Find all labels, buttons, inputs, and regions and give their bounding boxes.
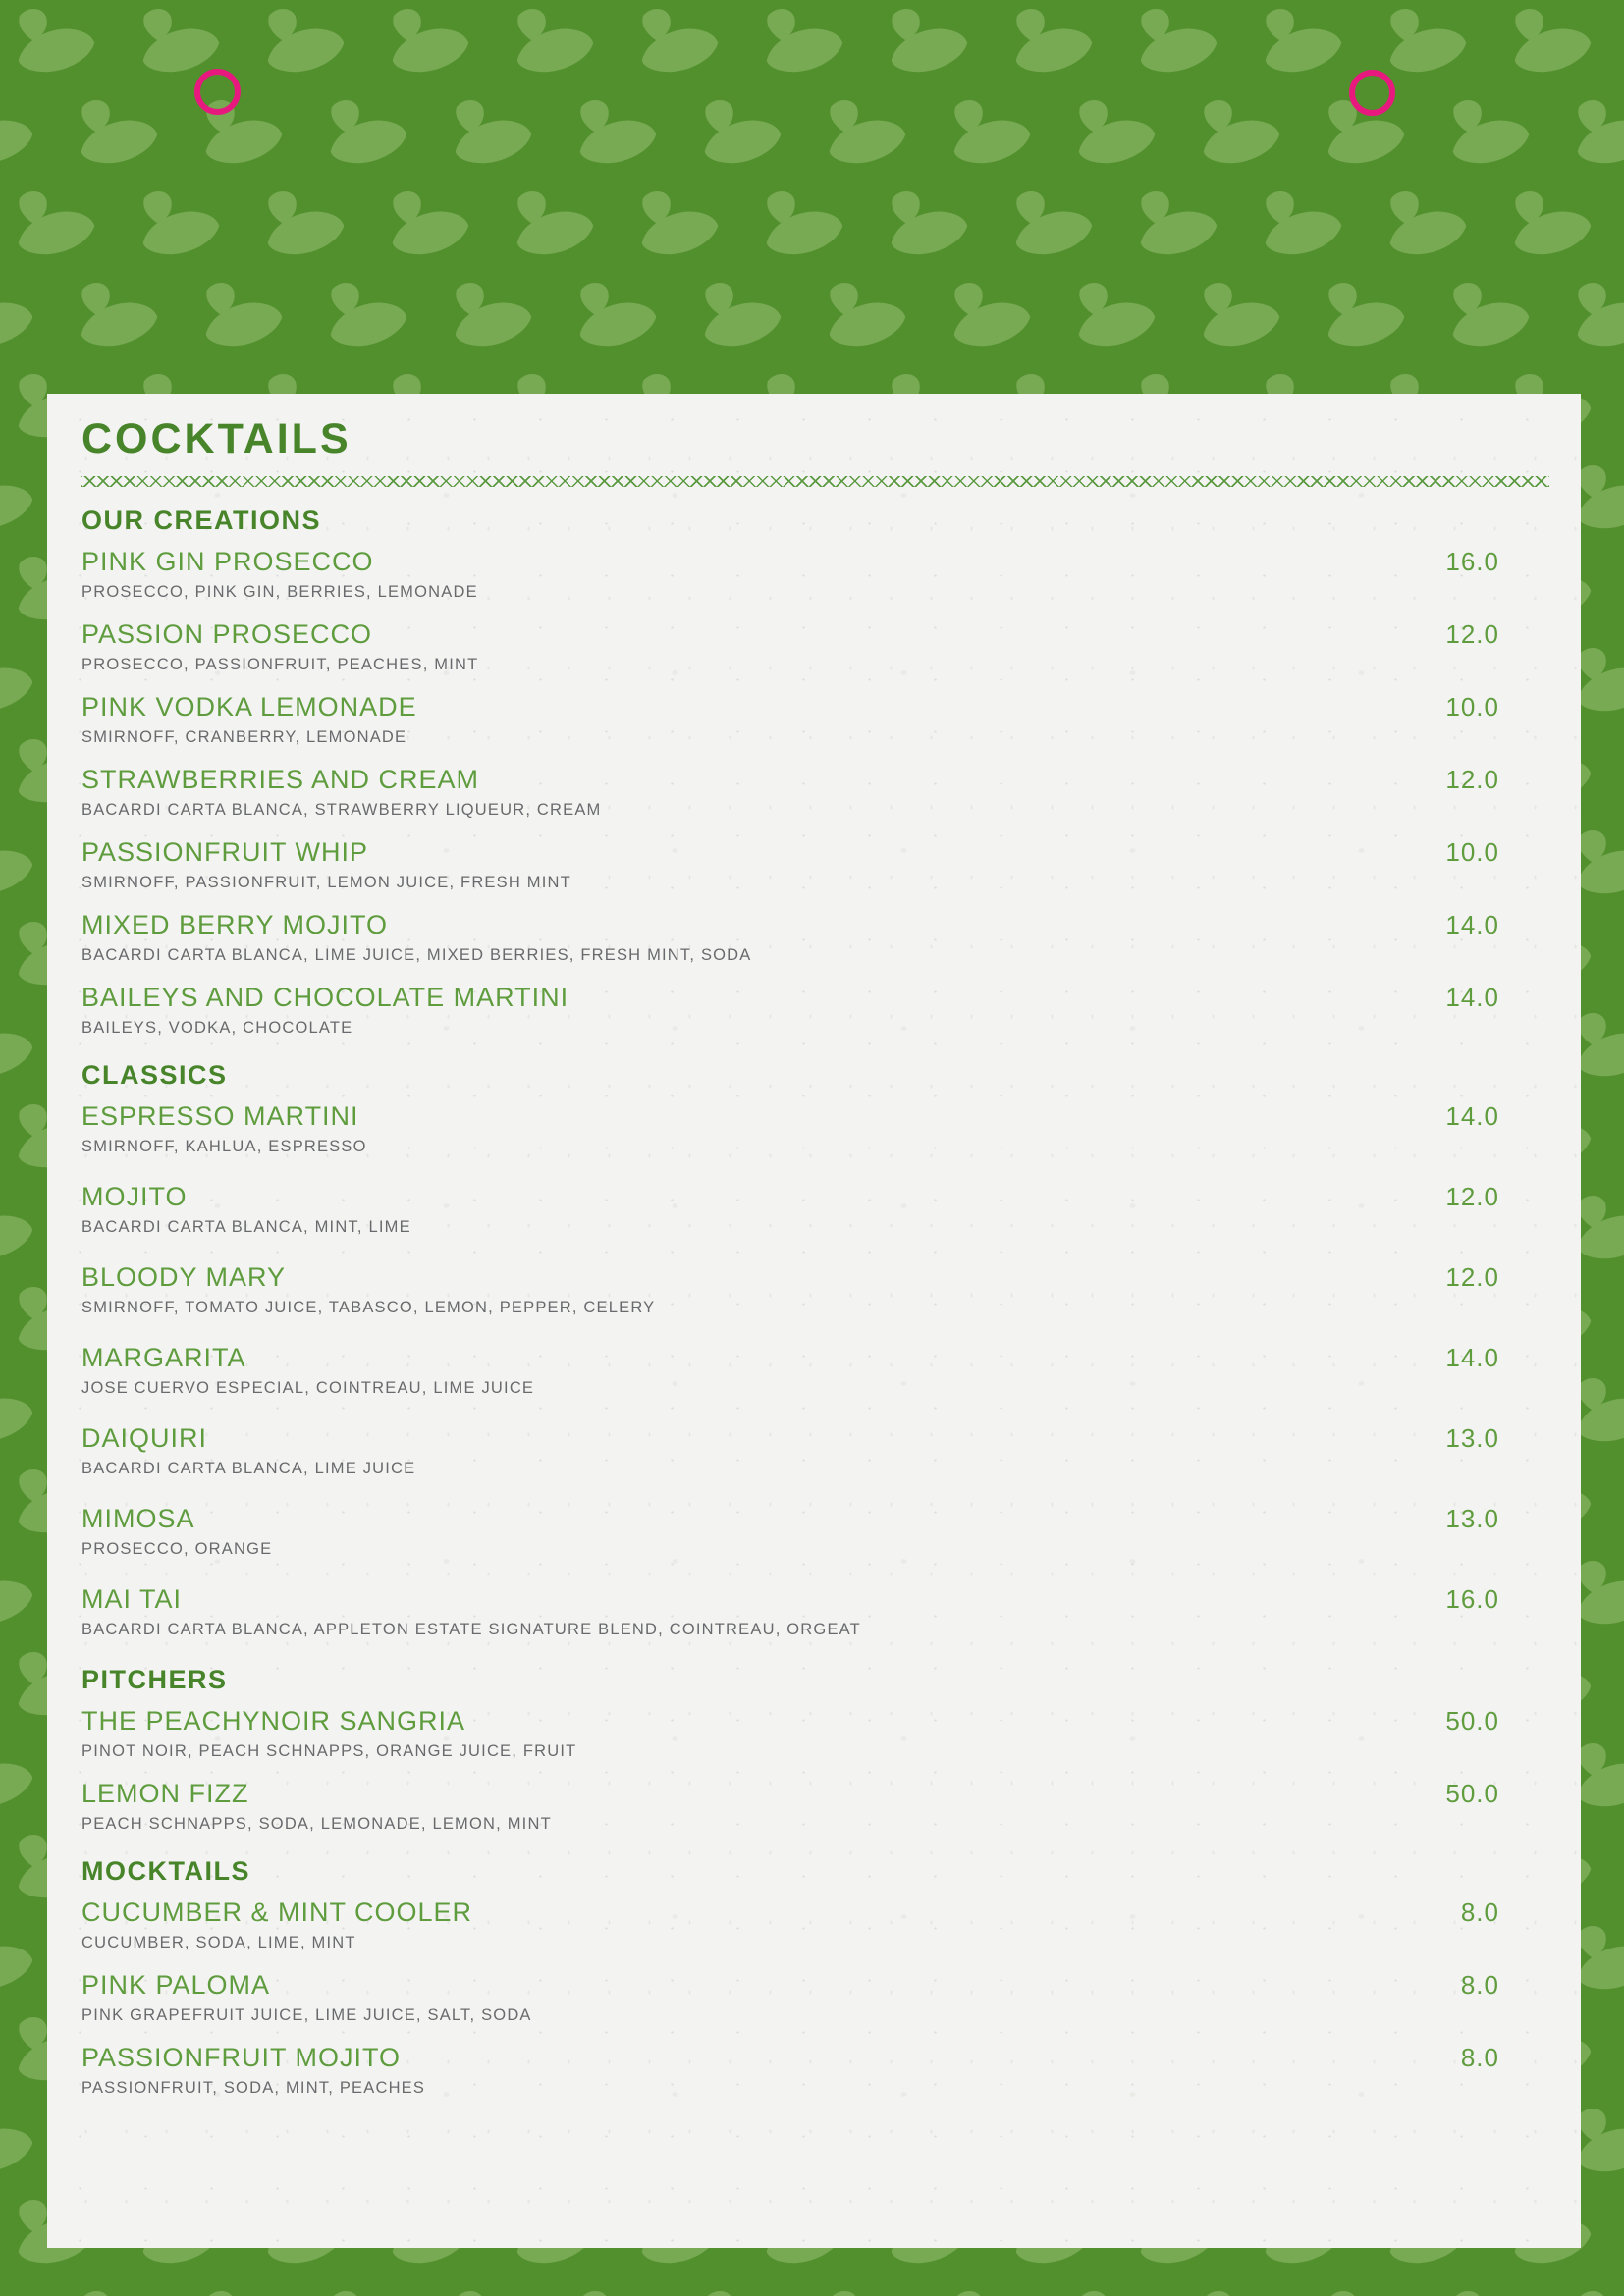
- menu-item-row: [81, 984, 1499, 1038]
- item-ingredients: BACARDI CARTA BLANCA, STRAWBERRY LIQUEUR, CREAM: [81, 801, 602, 819]
- menu-item-text: [81, 1424, 415, 1478]
- menu-item-text: [81, 1263, 655, 1317]
- item-name: PINK VODKA LEMONADE: [81, 692, 417, 721]
- item-ingredients: BACARDI CARTA BLANCA, MINT, LIME: [81, 1218, 411, 1236]
- menu-item-text: [81, 693, 417, 747]
- item-name: PINK GIN PROSECCO: [81, 547, 374, 576]
- item-name: DAIQUIRI: [81, 1423, 208, 1453]
- item-ingredients: SMIRNOFF, PASSIONFRUIT, LEMON JUICE, FRESH MINT: [81, 874, 571, 891]
- menu-item-row: [81, 1183, 1499, 1237]
- item-price: 14.0: [1445, 983, 1499, 1012]
- item-price: 50.0: [1445, 1779, 1499, 1808]
- item-name: THE PEACHYNOIR SANGRIA: [81, 1706, 466, 1735]
- item-price: 14.0: [1445, 910, 1499, 939]
- menu-item-text: [81, 1344, 534, 1398]
- item-name: BAILEYS AND CHOCOLATE MARTINI: [81, 983, 569, 1012]
- item-ingredients: BACARDI CARTA BLANCA, LIME JUICE, MIXED BERRIES, FRESH MINT, SODA: [81, 946, 752, 964]
- menu-item-text: [81, 1183, 411, 1237]
- item-ingredients: JOSE CUERVO ESPECIAL, COINTREAU, LIME JUICE: [81, 1379, 535, 1397]
- section-title: PITCHERS: [81, 1665, 228, 1694]
- menu-item-text: [81, 1585, 861, 1639]
- menu-item-text: [81, 1707, 576, 1761]
- item-price: 14.0: [1445, 1101, 1499, 1131]
- item-name: STRAWBERRIES AND CREAM: [81, 765, 480, 794]
- menu-item-row: [81, 1102, 1499, 1156]
- menu-item-row: [81, 1971, 1499, 2025]
- menu-item-text: [81, 1780, 552, 1834]
- menu-item-row: [81, 548, 1499, 602]
- diamond-chain-divider: [81, 476, 1549, 487]
- item-price: 10.0: [1445, 837, 1499, 867]
- item-price: 13.0: [1445, 1504, 1499, 1533]
- menu-item-text: [81, 2044, 425, 2098]
- section-items: [81, 1898, 1499, 2098]
- section-items: [81, 1707, 1499, 1834]
- menu-item-row: [81, 1424, 1499, 1478]
- section-items: [81, 548, 1499, 1038]
- item-name: MOJITO: [81, 1182, 188, 1211]
- item-price: 8.0: [1460, 1970, 1499, 2000]
- item-ingredients: PASSIONFRUIT, SODA, MINT, PEACHES: [81, 2079, 426, 2097]
- punch-hole-ring-left-icon: [194, 69, 241, 115]
- item-name: BLOODY MARY: [81, 1262, 287, 1292]
- punch-hole-ring-right-icon: [1349, 70, 1395, 116]
- menu-item-text: [81, 620, 478, 674]
- item-price: 12.0: [1445, 1182, 1499, 1211]
- menu-item-row: [81, 911, 1499, 965]
- item-name: MAI TAI: [81, 1584, 183, 1614]
- menu-item-row: [81, 1505, 1499, 1559]
- item-price: 16.0: [1445, 547, 1499, 576]
- section-title: MOCKTAILS: [81, 1856, 250, 1886]
- menu-item-row: [81, 1898, 1499, 1952]
- item-ingredients: SMIRNOFF, TOMATO JUICE, TABASCO, LEMON, PEPPER, CELERY: [81, 1299, 656, 1316]
- item-price: 8.0: [1460, 2043, 1499, 2072]
- item-ingredients: PROSECCO, PINK GIN, BERRIES, LEMONADE: [81, 583, 478, 601]
- menu-item-text: [81, 1102, 367, 1156]
- item-price: 16.0: [1445, 1584, 1499, 1614]
- page-title: COCKTAILS: [81, 415, 352, 462]
- item-price: 50.0: [1445, 1706, 1499, 1735]
- item-ingredients: PEACH SCHNAPPS, SODA, LEMONADE, LEMON, MINT: [81, 1815, 552, 1833]
- item-ingredients: BACARDI CARTA BLANCA, LIME JUICE: [81, 1460, 416, 1477]
- menu-item-text: [81, 1505, 272, 1559]
- menu-item-row: [81, 693, 1499, 747]
- item-ingredients: PINOT NOIR, PEACH SCHNAPPS, ORANGE JUICE, FRUIT: [81, 1742, 577, 1760]
- menu-item-text: [81, 984, 568, 1038]
- item-name: MIMOSA: [81, 1504, 195, 1533]
- menu-section: [81, 1061, 1499, 1639]
- item-ingredients: CUCUMBER, SODA, LIME, MINT: [81, 1934, 356, 1951]
- menu-item-row: [81, 1585, 1499, 1639]
- menu-item-text: [81, 838, 571, 892]
- item-ingredients: BAILEYS, VODKA, CHOCOLATE: [81, 1019, 353, 1037]
- item-name: PASSIONFRUIT MOJITO: [81, 2043, 402, 2072]
- menu-item-row: [81, 838, 1499, 892]
- menu-card: [47, 394, 1581, 2248]
- item-price: 12.0: [1445, 765, 1499, 794]
- section-items: [81, 1102, 1499, 1639]
- item-ingredients: SMIRNOFF, CRANBERRY, LEMONADE: [81, 728, 407, 746]
- menu-item-text: [81, 911, 752, 965]
- menu-section: [81, 1857, 1499, 2098]
- menu-sections: [81, 507, 1499, 2098]
- item-name: PINK PALOMA: [81, 1970, 271, 2000]
- menu-item-text: [81, 548, 478, 602]
- item-price: 12.0: [1445, 1262, 1499, 1292]
- menu-item-text: [81, 766, 602, 820]
- menu-section: [81, 507, 1499, 1038]
- menu-item-row: [81, 1707, 1499, 1761]
- item-price: 10.0: [1445, 692, 1499, 721]
- menu-item-text: [81, 1898, 472, 1952]
- menu-item-row: [81, 2044, 1499, 2098]
- item-name: MARGARITA: [81, 1343, 246, 1372]
- item-ingredients: PROSECCO, PASSIONFRUIT, PEACHES, MINT: [81, 656, 479, 673]
- section-title: OUR CREATIONS: [81, 506, 322, 535]
- menu-section: [81, 1666, 1499, 1834]
- item-price: 12.0: [1445, 619, 1499, 649]
- menu-item-row: [81, 766, 1499, 820]
- item-ingredients: PINK GRAPEFRUIT JUICE, LIME JUICE, SALT, SODA: [81, 2006, 532, 2024]
- menu-item-row: [81, 1780, 1499, 1834]
- item-ingredients: BACARDI CARTA BLANCA, APPLETON ESTATE SIGNATURE BLEND, COINTREAU, ORGEAT: [81, 1621, 861, 1638]
- item-name: MIXED BERRY MOJITO: [81, 910, 389, 939]
- item-name: PASSIONFRUIT WHIP: [81, 837, 369, 867]
- item-price: 13.0: [1445, 1423, 1499, 1453]
- item-name: CUCUMBER & MINT COOLER: [81, 1897, 473, 1927]
- item-name: ESPRESSO MARTINI: [81, 1101, 359, 1131]
- item-price: 8.0: [1460, 1897, 1499, 1927]
- item-price: 14.0: [1445, 1343, 1499, 1372]
- item-name: LEMON FIZZ: [81, 1779, 249, 1808]
- menu-item-text: [81, 1971, 532, 2025]
- item-name: PASSION PROSECCO: [81, 619, 373, 649]
- menu-item-row: [81, 1263, 1499, 1317]
- section-title: CLASSICS: [81, 1060, 228, 1090]
- menu-item-row: [81, 1344, 1499, 1398]
- item-ingredients: PROSECCO, ORANGE: [81, 1540, 273, 1558]
- item-ingredients: SMIRNOFF, KAHLUA, ESPRESSO: [81, 1138, 367, 1155]
- menu-item-row: [81, 620, 1499, 674]
